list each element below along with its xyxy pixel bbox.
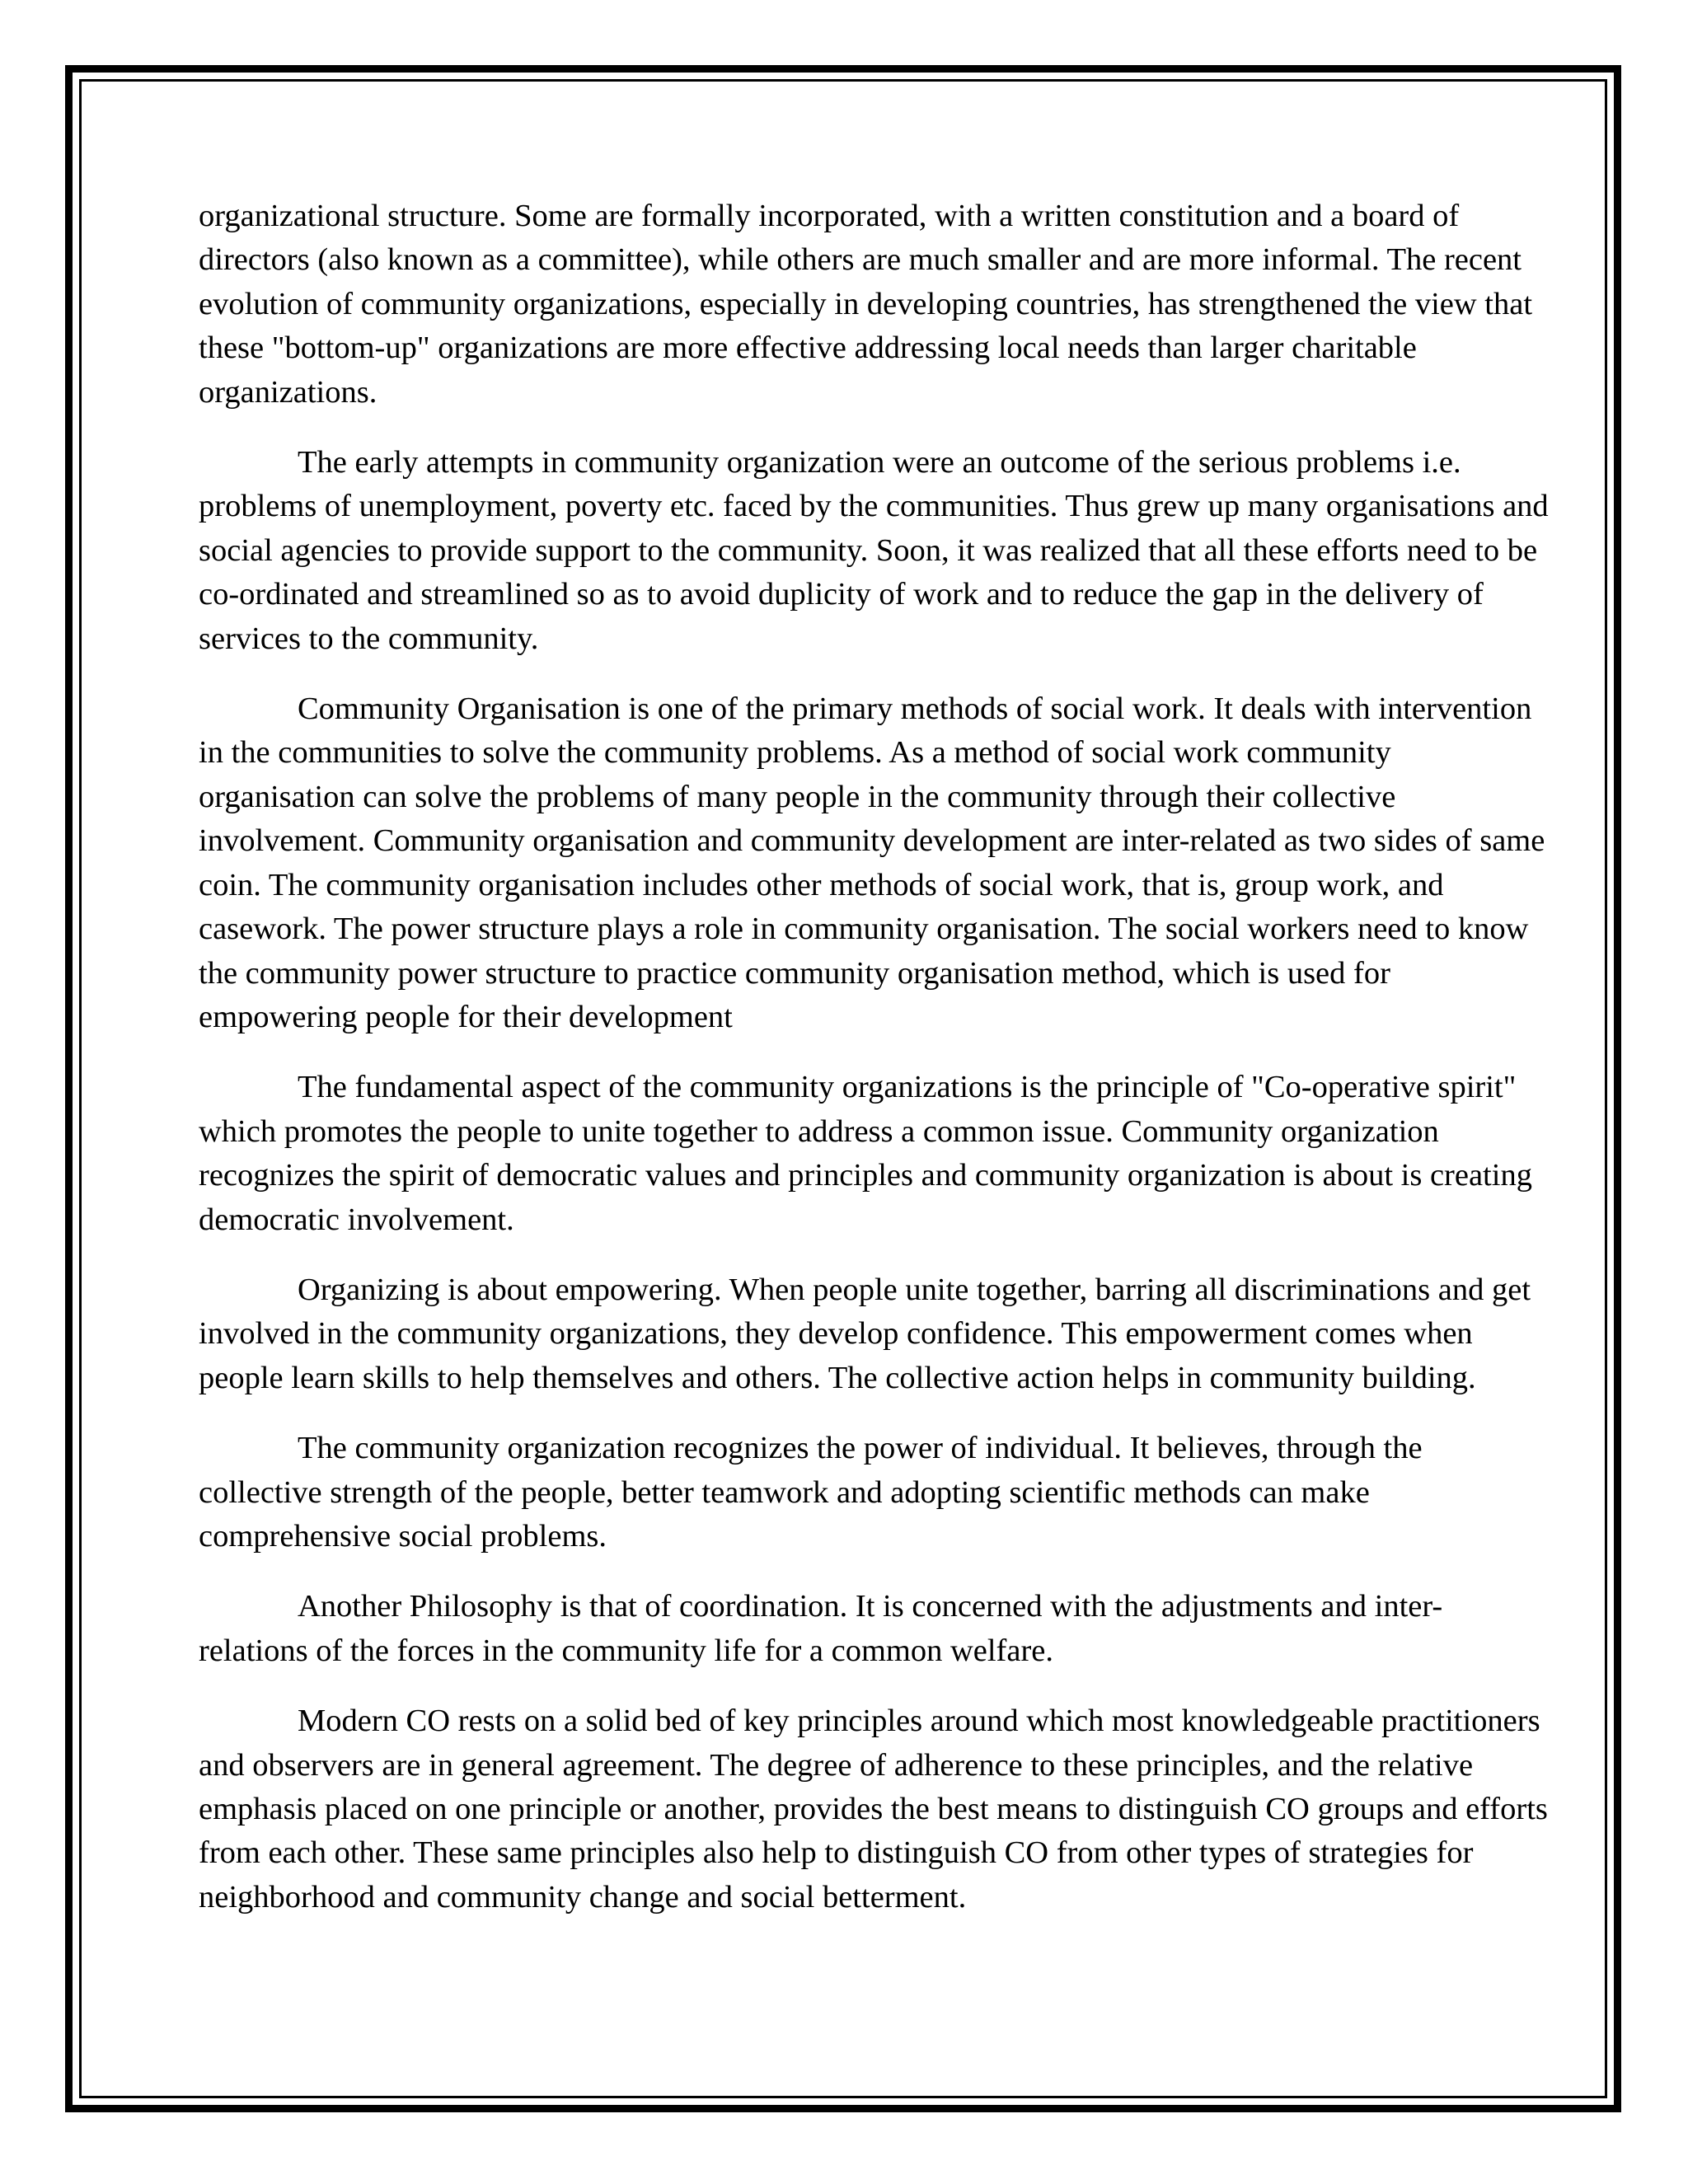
paragraph: The community organization recognizes the power of individual. It believes, through the collective strength of the people, better teamwork and adopting scientific methods can make comprehensive social problems. xyxy=(199,1431,1423,1554)
paragraph: Organizing is about empowering. When people unite together, barring all discriminations and get involved in the community organizations, they develop confidence. This empowerment comes when people learn skills to help themselves and others. The collective action helps in community building. xyxy=(199,1272,1531,1395)
paragraph: Modern CO rests on a solid bed of key principles around which most knowledgeable practitioners and observers are in general agreement. The degree of adherence to these principles, and the relative emphasis placed on one principle or another, provides the best means to distinguish CO groups and efforts from each other. These same principles also help to distinguish CO from other types of strategies for neighborhood and community change and social betterment. xyxy=(199,1704,1548,1915)
paragraph: Another Philosophy is that of coordination. It is concerned with the adjustments and inter-relations of the forces in the community life for a common welfare. xyxy=(199,1589,1443,1668)
paragraph: Community Organisation is one of the primary methods of social work. It deals with intervention in the communities to solve the community problems. As a method of social work community organisation can solve the problems of many people in the community through their collective involvement. Community organisation and community development are inter-related as two sides of same coin. The community organisation includes other methods of social work, that is, group work, and casework. The power structure plays a role in community organisation. The social workers need to know the community power structure to practice community organisation method, which is used for empowering people for their development xyxy=(199,691,1545,1034)
paragraph: The fundamental aspect of the community organizations is the principle of "Co-operative spirit" which promotes the people to unite together to address a common issue. Community organization recognizes the spirit of democratic values and principles and community organization is about is creating democratic involvement. xyxy=(199,1070,1532,1237)
paragraph: organizational structure. Some are formally incorporated, with a written constitution and a board of directors (also known as a committee), while others are much smaller and are more informal. The recent evolution of community organizations, especially in developing countries, has strengthened the view that these "bottom-up" organizations are more effective addressing local needs than larger charitable organizations. xyxy=(199,199,1533,410)
document-body xyxy=(199,194,1550,1946)
paragraph: The early attempts in community organization were an outcome of the serious problems i.e. problems of unemployment, poverty etc. faced by the communities. Thus grew up many organisations and social agencies to provide support to the community. Soon, it was realized that all these efforts need to be co-ordinated and streamlined so as to avoid duplicity of work and to reduce the gap in the delivery of services to the community. xyxy=(199,445,1549,656)
